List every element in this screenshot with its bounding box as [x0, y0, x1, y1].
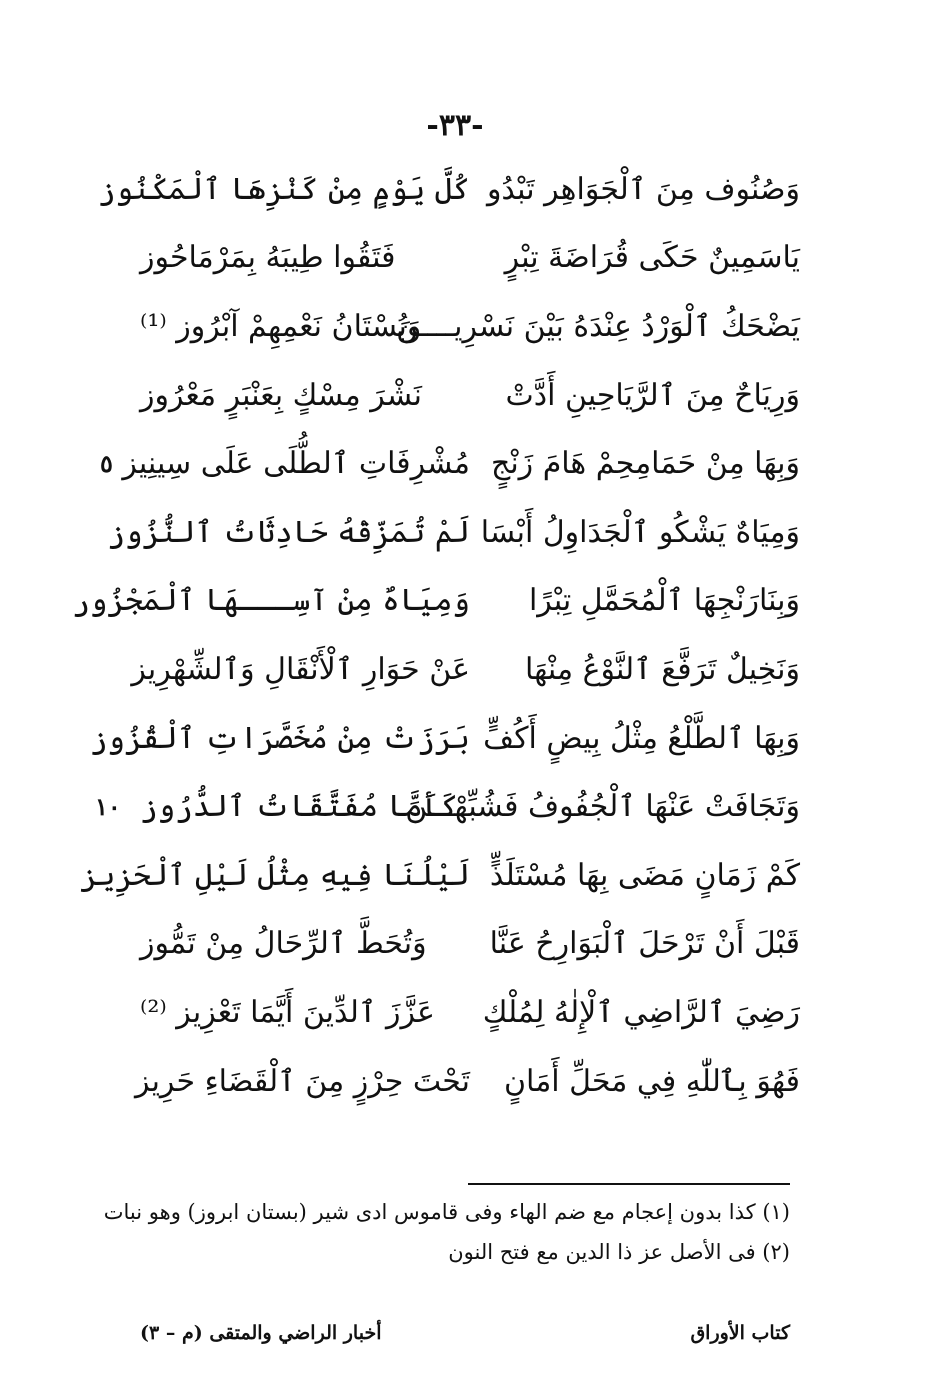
verse-second-hemistich: لَمْ تُمَزِّقْهُ حَادِثَاتُ ٱلنُّزُوز — [107, 514, 470, 550]
verse-second-hemistich: نَشْرَ مِسْكٍ بِعَنْبَرٍ مَعْرُوز — [140, 377, 422, 413]
verse-first-hemistich: وَبِهَا ٱلطَّلْعُ مِثْلُ بِيضٍ أَكُفٍّ — [483, 720, 800, 756]
verse-line — [95, 772, 800, 841]
verse-first-hemistich: وَنَخِيلٌ تَرَفَّعَ ٱلنَّوْعُ مِنْهَا — [524, 651, 800, 687]
verse-second-hemistich: وَبُسْتَانُ نَعْمِهِمْ آبْرُوز ⁽¹⁾ — [140, 308, 422, 344]
verse-line — [131, 635, 800, 704]
verse-first-hemistich: وَبِنَارَنْجِهَا ٱلْمُحَمَّلِ تِبْرًا — [528, 583, 800, 619]
poem — [72, 155, 800, 1115]
verse-second-hemistich: كَأَمَّا مُفَتَّقَاتُ ٱلدُّرُوز — [140, 789, 458, 825]
page-footer — [140, 1318, 790, 1348]
verse-line — [100, 429, 800, 498]
verse-line — [135, 1047, 800, 1116]
verse-line — [140, 978, 800, 1047]
verse-first-hemistich: وَتَجَافَتْ عَنْهَا ٱلْجُفُوفُ فَشُبِّهْـــنَ — [405, 789, 800, 825]
verse-first-hemistich: كَمْ زَمَانٍ مَضَى بِهَا مُسْتَلَذٍّ — [489, 857, 800, 893]
verse-line — [80, 841, 800, 910]
verse-second-hemistich: وَتُحَطَّ ٱلرِّحَالُ مِنْ تَمُّوز — [140, 926, 427, 962]
verse-first-hemistich: وَبِهَا مِنْ حَمَامِحِمْ هَامَ زَنْجٍ — [490, 446, 800, 482]
verse-second-hemistich: لَيْلُنَا فِيهِ مِثْلُ لَيْلِ ٱلْحَزِيز — [80, 857, 470, 893]
verse-first-hemistich: رَضِيَ ٱلرَّاضِي ٱلْإِلٰهُ لِمُلْكٍ — [482, 994, 800, 1030]
verse-first-hemistich: وَرِيَاحٌ مِنَ ٱلرَّيَاحِينِ أَدَّتْ — [505, 377, 800, 413]
footnote-separator — [468, 1183, 790, 1185]
verse-line — [140, 292, 800, 361]
verse-first-hemistich: وَمِيَاهٌ يَشْكُو ٱلْجَدَاوِلُ أَبْسَا — [480, 514, 800, 550]
verse-line — [107, 498, 800, 567]
verse-second-hemistich: مُشْرِفَاتِ ٱلطُّلَى عَلَى سِينِيز — [122, 446, 470, 482]
verse-second-hemistich: كُلَّ يَوْمٍ مِنْ كَنْزِهَا ٱلْمَكْنُوز — [97, 171, 470, 207]
verse-line — [72, 567, 800, 636]
verse-first-hemistich: قَبْلَ أَنْ تَرْحَلَ ٱلْبَوَارِحُ عَنَّا — [489, 926, 800, 962]
verse-line — [140, 361, 800, 430]
verse-line — [89, 704, 800, 773]
verse-second-hemistich: تَحْتَ حِرْزٍ مِنَ ٱلْقَضَاءِ حَرِيز — [135, 1063, 470, 1099]
footnote: (١) كذا بدون إعجام مع ضم الهاء وفى قاموس ادى شير (بستان ابروز) وهو نبات — [103, 1200, 790, 1224]
line-number-marker: ١٠ — [95, 792, 121, 822]
verse-first-hemistich: فَهُوَ بِٱللّٰهِ فِي مَحَلِّ أَمَانٍ — [504, 1063, 800, 1099]
verse-second-hemistich: وَمِيَاهٌ مِنْ آسِـــهَا ٱلْمَجْزُور — [72, 583, 470, 619]
line-number-marker: ٥ — [100, 449, 113, 479]
footnote: (٢) فى الأصل عز ذا الدين مع فتح النون — [448, 1240, 790, 1264]
verse-line — [140, 910, 800, 979]
verse-line — [140, 224, 800, 293]
verse-second-hemistich: بَرَزَتْ مِنْ مُخَصَّرَاتِ ٱلْقُزُوز — [89, 720, 470, 756]
verse-second-hemistich: عَزَّزَ ٱلدِّينَ أَيَّمَا تَعْزِيز ⁽²⁾ — [140, 994, 435, 1030]
footer-section-title: أخبار الراضي والمتقى (م – ٣) — [140, 1322, 382, 1344]
verse-second-hemistich: عَنْ حَوَارِ ٱلْأَنْقَالِ وَٱلشِّهْرِيز — [131, 651, 470, 687]
verse-second-hemistich: فَتَقُوا طِيبَهُ بِمَرْمَاحُوز — [140, 240, 396, 276]
verse-first-hemistich: يَضْحَكُ ٱلْوَرْدُ عِنْدَهُ بَيْنَ نَسْرِيــــنَ — [396, 308, 800, 344]
verse-line — [97, 155, 800, 224]
verse-first-hemistich: يَاسَمِينٌ حَكَى قُرَاضَةَ تِبْرٍ — [504, 240, 800, 276]
footnotes — [103, 1192, 790, 1272]
verse-first-hemistich: وَصُنُوف مِنَ ٱلْجَوَاهِر تَبْدُو — [486, 171, 800, 207]
footer-book-title: كتاب الأوراق — [690, 1322, 790, 1344]
page-number: -٣٣- — [426, 108, 484, 143]
